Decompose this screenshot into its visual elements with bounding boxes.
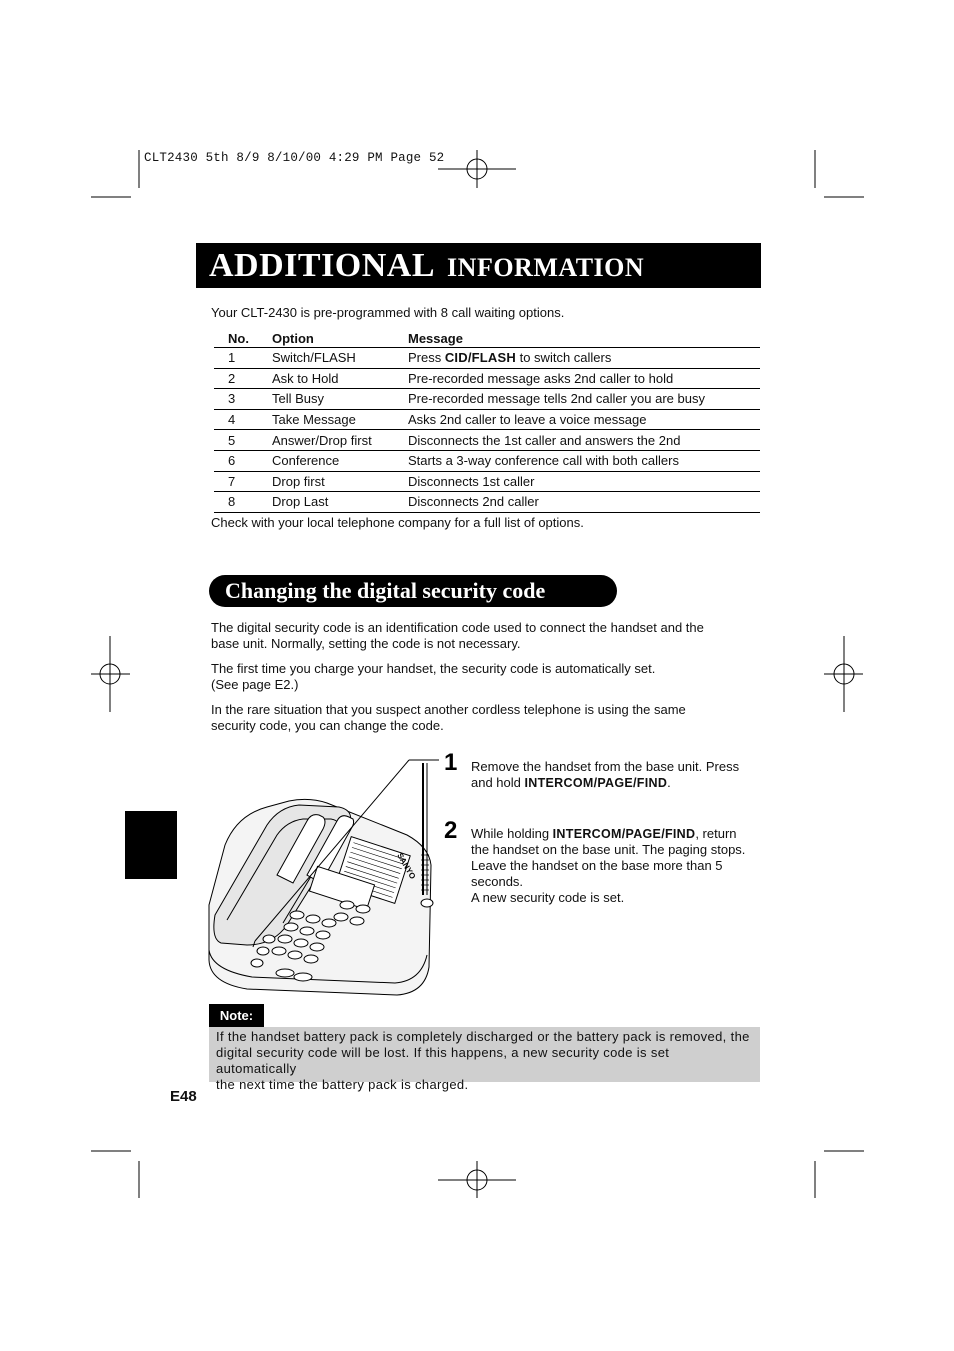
note-line: digital security code will be lost. If this happens, a new security code is set automatically (216, 1045, 670, 1076)
col-header-no: No. (214, 329, 272, 348)
step-1-number: 1 (444, 749, 458, 776)
row-message: Pre-recorded message asks 2nd caller to hold (408, 368, 760, 389)
row-message (408, 348, 760, 369)
row-option: Ask to Hold (272, 368, 408, 389)
row-message: Pre-recorded message tells 2nd caller you are busy (408, 389, 760, 410)
phone-brand-label: SANYO (395, 851, 418, 881)
paragraph-line: In the rare situation that you suspect another cordless telephone is using the same (211, 702, 686, 717)
chapter-thumb-tab (125, 811, 177, 879)
section-paragraph-1 (211, 620, 751, 652)
chapter-title-main: ADDITIONAL (209, 247, 436, 284)
row-message: Disconnects 2nd caller (408, 492, 760, 513)
step-line: A new security code is set. (471, 890, 625, 905)
paragraph-line: The first time you charge your handset, the security code is automatically set. (211, 661, 656, 676)
message-key: CID/FLASH (444, 350, 516, 366)
row-option: Answer/Drop first (272, 430, 408, 451)
chapter-title-sub: INFORMATION (447, 253, 645, 282)
table-row (214, 492, 760, 513)
step-1-text (471, 759, 756, 791)
row-option: Drop first (272, 471, 408, 492)
col-header-option: Option (272, 329, 408, 348)
row-option: Drop Last (272, 492, 408, 513)
step-line: seconds. (471, 874, 524, 889)
row-no: 2 (214, 368, 272, 389)
row-option: Conference (272, 450, 408, 471)
print-slug: CLT2430 5th 8/9 8/10/00 4:29 PM Page 52 (144, 151, 445, 165)
step-key: INTERCOM/PAGE/FIND (524, 776, 668, 790)
table-row (214, 389, 760, 410)
row-option: Switch/FLASH (272, 348, 408, 369)
note-label: Note: (209, 1004, 264, 1027)
row-message: Disconnects the 1st caller and answers the 2nd (408, 430, 760, 451)
step-text: and hold (471, 775, 525, 790)
col-header-message: Message (408, 329, 760, 348)
row-option: Take Message (272, 409, 408, 430)
row-no: 6 (214, 450, 272, 471)
base-unit-illustration (207, 755, 439, 1000)
row-message: Asks 2nd caller to leave a voice message (408, 409, 760, 430)
step-2-text (471, 826, 756, 906)
chapter-title-bar (196, 243, 761, 288)
paragraph-line: The digital security code is an identification code used to connect the handset and the (211, 620, 704, 635)
step-text-end: , return (695, 826, 737, 841)
message-text-end: to switch callers (515, 350, 612, 366)
note-box (209, 1027, 760, 1092)
step-line (471, 775, 756, 791)
row-no: 1 (214, 348, 272, 369)
table-row (214, 430, 760, 451)
paragraph-line: security code, you can change the code. (211, 718, 444, 733)
row-message: Starts a 3-way conference call with both callers (408, 450, 760, 471)
step-key: INTERCOM/PAGE/FIND (552, 827, 696, 841)
page-number: E48 (170, 1088, 197, 1105)
table-row (214, 348, 760, 369)
section-paragraph-3 (211, 702, 751, 734)
note-line: the next time the battery pack is charged. (216, 1077, 469, 1092)
message-text: Press (408, 350, 445, 366)
table-row (214, 450, 760, 471)
section-title: Changing the digital security code (209, 575, 617, 607)
row-message: Disconnects 1st caller (408, 471, 760, 492)
check-note: Check with your local telephone company for a full list of options. (211, 515, 584, 530)
row-no: 4 (214, 409, 272, 430)
call-waiting-options-table (214, 329, 760, 513)
paragraph-line: (See page E2.) (211, 677, 299, 692)
step-line: Leave the handset on the base more than 5 (471, 858, 723, 873)
intro-text: Your CLT-2430 is pre-programmed with 8 call waiting options. (211, 305, 565, 320)
row-option: Tell Busy (272, 389, 408, 410)
row-no: 7 (214, 471, 272, 492)
table-row (214, 409, 760, 430)
row-no: 3 (214, 389, 272, 410)
step-line (471, 826, 756, 842)
table-header-row (214, 329, 760, 348)
step-line: the handset on the base unit. The paging stops. (471, 842, 746, 857)
row-no: 8 (214, 492, 272, 513)
note-line: If the handset battery pack is completely discharged or the battery pack is removed, the (216, 1029, 750, 1044)
table-row (214, 368, 760, 389)
section-paragraph-2 (211, 661, 751, 693)
step-2-number: 2 (444, 817, 458, 844)
step-text: While holding (471, 826, 553, 841)
paragraph-line: base unit. Normally, setting the code is not necessary. (211, 636, 521, 651)
step-line: Remove the handset from the base unit. Press (471, 759, 740, 774)
table-row (214, 471, 760, 492)
row-no: 5 (214, 430, 272, 451)
step-text-end: . (667, 775, 671, 790)
